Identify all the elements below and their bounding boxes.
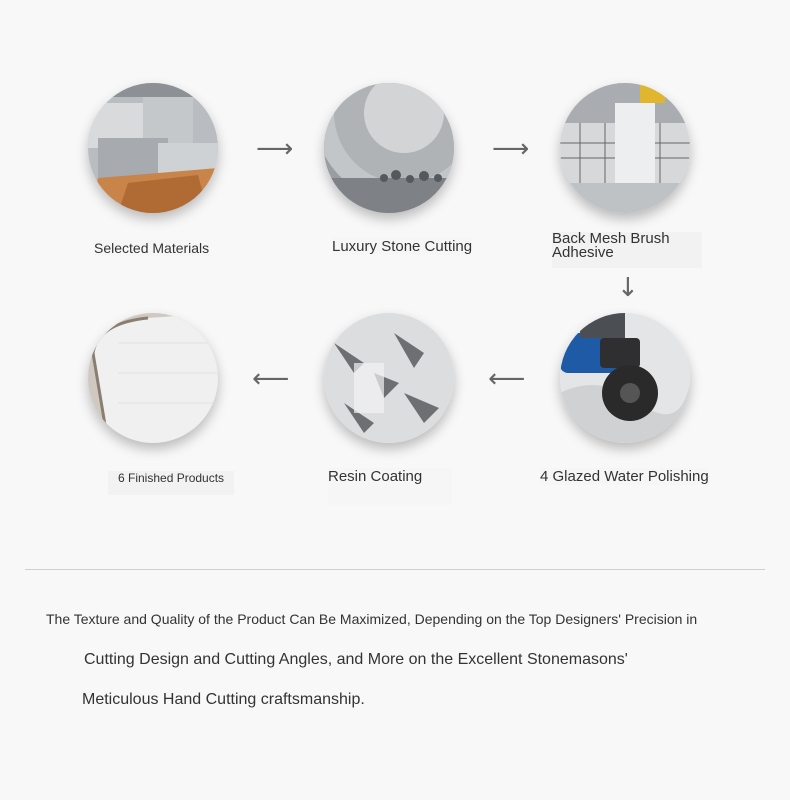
arrow-left-icon: ⟵ [252, 364, 290, 394]
step-2-image [324, 83, 454, 213]
step-3-label-text: Back Mesh Brush Adhesive [552, 230, 670, 261]
step-3-label [552, 232, 702, 268]
step-4-image [560, 313, 690, 443]
step-1-label: Selected Materials [94, 240, 210, 256]
step-4-label: 4 Glazed Water Polishing [540, 468, 709, 485]
arrow-down-icon: ↓ [617, 273, 639, 303]
step-1-image [88, 83, 218, 213]
arrow-right-icon: ⟶ [256, 134, 294, 164]
description-line-3: Meticulous Hand Cutting craftsmanship. [82, 691, 365, 708]
step-6-image [88, 313, 218, 443]
step-5-image [324, 313, 454, 443]
arrow-right-icon: ⟶ [492, 134, 530, 164]
step-5-label: Resin Coating [328, 468, 452, 505]
step-3-image [560, 83, 690, 213]
divider [25, 569, 765, 570]
arrow-left-icon: ⟵ [488, 364, 526, 394]
description-line-1: The Texture and Quality of the Product Can Be Maximized, Depending on the Top Designers' Precision in [46, 611, 698, 627]
step-2-label: Luxury Stone Cutting [332, 238, 473, 255]
step-6-label: 6 Finished Products [108, 471, 234, 495]
description-line-2: Cutting Design and Cutting Angles, and More on the Excellent Stonemasons' [84, 651, 628, 668]
